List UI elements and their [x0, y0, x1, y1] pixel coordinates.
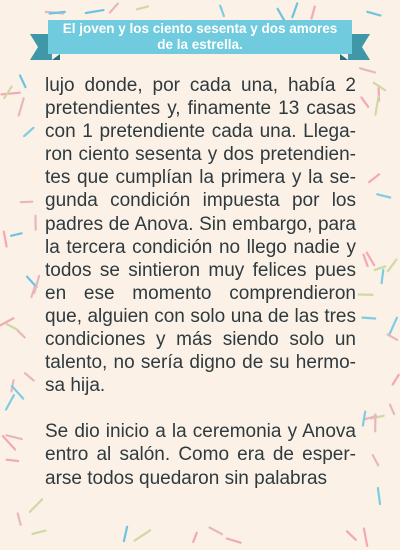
- sprinkle: [11, 233, 22, 236]
- sprinkle: [367, 253, 374, 266]
- story-text: [45, 74, 356, 490]
- sprinkle: [20, 76, 26, 88]
- sprinkle: [378, 488, 380, 504]
- sprinkle: [361, 97, 368, 107]
- sprinkle: [27, 277, 36, 287]
- sprinkle: [388, 335, 397, 340]
- title-ribbon-banner: [30, 20, 370, 64]
- sprinkle: [390, 405, 394, 415]
- sprinkle: [7, 460, 19, 461]
- sprinkle: [124, 527, 127, 541]
- sprinkle: [377, 194, 390, 197]
- sprinkle: [24, 128, 33, 136]
- sprinkle: [347, 531, 356, 540]
- sprinkle: [382, 270, 384, 283]
- story-paragraph-2: Se dio inicio a la ceremonia y Anova entro al salón. Como era de esperarse todos quedaron sin palabras: [45, 421, 356, 489]
- ribbon-right-fold: [340, 54, 348, 60]
- sprinkle: [4, 87, 11, 99]
- sprinkle: [227, 539, 241, 543]
- page-title: El joven y los ciento sesenta y dos amores de la estrella.: [62, 21, 338, 52]
- sprinkle: [7, 324, 19, 330]
- sprinkle: [364, 529, 367, 546]
- sprinkle: [389, 318, 397, 335]
- sprinkle: [375, 96, 378, 115]
- sprinkle: [220, 6, 224, 16]
- sprinkle: [4, 232, 7, 247]
- sprinkle: [18, 514, 21, 525]
- sprinkle: [364, 255, 368, 266]
- story-paragraph-1: lujo donde, por cada una, había 2 pretendientes y, finamente 13 casas con 1 pretendiente cada una. Llegaron ciento sesenta y dos pretendientes que cumplían la primera y la segunda condición impuesta por los padres de Anova. Sin embargo, para la tercera condición no llego nadie y todos se sintieron muy felices pues en ese momento comprendieron que, alguien con solo una de las tres condiciones y más siendo solo un talento, no sería digno de su hermosa hija.: [45, 75, 356, 397]
- sprinkle: [137, 6, 148, 9]
- sprinkle: [362, 318, 375, 319]
- sprinkle: [19, 98, 24, 115]
- sprinkle: [2, 93, 20, 95]
- sprinkle: [367, 12, 380, 16]
- sprinkle: [369, 174, 379, 182]
- sprinkle: [193, 533, 197, 542]
- sprinkle: [6, 395, 14, 409]
- sprinkle: [210, 528, 223, 535]
- sprinkle: [312, 7, 315, 19]
- sprinkle: [86, 10, 104, 13]
- sprinkle: [393, 375, 399, 385]
- sprinkle: [6, 435, 21, 439]
- sprinkle: [33, 531, 46, 534]
- sprinkle: [25, 373, 34, 380]
- sprinkle: [360, 68, 375, 72]
- sprinkle: [373, 455, 379, 465]
- sprinkle: [292, 3, 297, 17]
- sprinkle: [110, 4, 118, 13]
- sprinkle: [30, 499, 42, 512]
- sprinkle: [21, 202, 33, 203]
- ribbon-left-fold: [52, 54, 60, 60]
- sprinkle: [134, 530, 150, 540]
- sprinkle: [388, 260, 397, 272]
- sprinkle: [363, 412, 365, 426]
